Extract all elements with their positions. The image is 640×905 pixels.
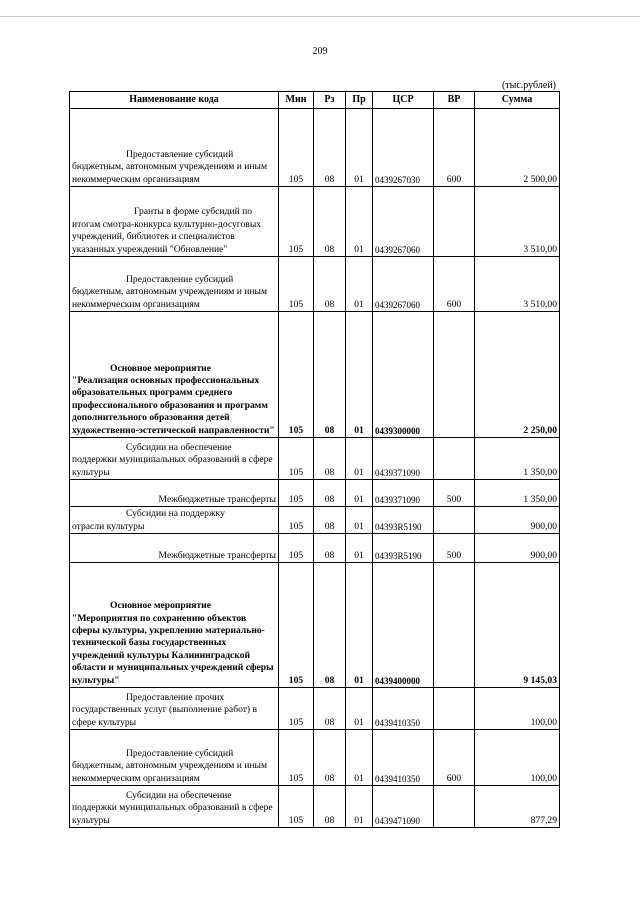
page-number: 209 [312, 46, 328, 57]
row-lead: Предоставление субсидий [126, 148, 234, 160]
header-min: Мин [279, 92, 314, 109]
row-csr: 0439400000 [373, 563, 434, 688]
row-rz: 08 [314, 312, 346, 438]
row-csr: 0439371090 [373, 438, 434, 480]
row-sum: 2 250,00 [475, 312, 560, 438]
row-rz: 08 [314, 480, 346, 507]
row-sum: 900,00 [475, 507, 560, 534]
table-row [70, 480, 560, 507]
row-vr [434, 563, 475, 688]
row-csr: 0439371090 [373, 480, 434, 507]
row-pr: 01 [346, 109, 373, 187]
row-text: бюджетным, автономным учреждениям и иным некоммерческим организациям [72, 286, 268, 310]
row-min: 105 [279, 688, 314, 730]
unit-label: (тыс.рублей) [501, 80, 556, 91]
row-name [70, 534, 279, 563]
row-lead: Основное мероприятие [110, 362, 211, 374]
row-vr: 500 [434, 480, 475, 507]
row-min: 105 [279, 438, 314, 480]
row-vr [434, 312, 475, 438]
row-sum: 100,00 [475, 688, 560, 730]
row-vr [434, 688, 475, 730]
row-text: поддержки муниципальных образований в сфере культуры [72, 454, 273, 478]
row-name [70, 563, 279, 688]
row-vr [434, 507, 475, 534]
row-vr [434, 187, 475, 257]
header-name: Наименование кода [70, 92, 279, 109]
row-text: поддержки муниципальных образований в сфере культуры [72, 802, 273, 826]
row-rz: 08 [314, 730, 346, 786]
row-csr: 0439471090 [373, 786, 434, 828]
table-row [70, 688, 560, 730]
row-text: государственных услуг (выполнение работ) в сфере культуры [72, 704, 258, 728]
table-row [70, 563, 560, 688]
row-lead: Гранты в форме субсидий по [134, 206, 253, 218]
table-row [70, 109, 560, 187]
row-sum: 877,29 [475, 786, 560, 828]
row-min: 105 [279, 187, 314, 257]
row-name [70, 109, 279, 187]
row-sum: 100,00 [475, 730, 560, 786]
table-row [70, 187, 560, 257]
row-rz: 08 [314, 563, 346, 688]
row-lead: Предоставление прочих [126, 691, 225, 703]
row-min: 105 [279, 507, 314, 534]
row-csr: 0439267030 [373, 109, 434, 187]
top-rule [0, 16, 640, 17]
row-pr: 01 [346, 187, 373, 257]
row-vr [434, 786, 475, 828]
row-csr: 0439410350 [373, 688, 434, 730]
row-text: отрасли культуры [72, 520, 145, 532]
row-text: "Мероприятия по сохранению объектов сферы культуры, укреплению материально-технической базы государственных учреждений культуры Калининградской области и муниципальных учреждений сферы культуры" [72, 612, 274, 686]
row-min: 105 [279, 730, 314, 786]
row-min: 105 [279, 786, 314, 828]
row-text: итогам смотра-конкурса культурно-досуговых учреждений, библиотек и специалистов указанных учреждений "Обновление" [72, 218, 262, 255]
row-pr: 01 [346, 438, 373, 480]
row-pr: 01 [346, 688, 373, 730]
row-name [70, 730, 279, 786]
row-csr: 0439300000 [373, 312, 434, 438]
row-pr: 01 [346, 534, 373, 563]
row-name [70, 187, 279, 257]
table-row [70, 730, 560, 786]
row-lead: Субсидии на обеспечение [126, 441, 232, 453]
row-vr: 600 [434, 730, 475, 786]
row-rz: 08 [314, 257, 346, 312]
row-rz: 08 [314, 534, 346, 563]
row-sum: 3 510,00 [475, 257, 560, 312]
row-lead: Предоставление субсидий [126, 273, 234, 285]
row-name [70, 480, 279, 507]
budget-table [69, 91, 560, 828]
header-sum: Сумма [475, 92, 560, 109]
row-csr: 0439267060 [373, 187, 434, 257]
header-vr: ВР [434, 92, 475, 109]
header-pr: Пр [346, 92, 373, 109]
row-rz: 08 [314, 507, 346, 534]
table-row [70, 507, 560, 534]
row-text: "Реализация основных профессиональных образовательных программ среднего профессионального образования и программ дополнительного образования детей художественно-эстетической направленности" [72, 374, 275, 436]
row-pr: 01 [346, 257, 373, 312]
row-sum: 1 350,00 [475, 480, 560, 507]
row-pr: 01 [346, 507, 373, 534]
row-vr [434, 438, 475, 480]
row-pr: 01 [346, 730, 373, 786]
row-min: 105 [279, 109, 314, 187]
header-csr: ЦСР [373, 92, 434, 109]
row-name [70, 786, 279, 828]
row-pr: 01 [346, 480, 373, 507]
row-rz: 08 [314, 438, 346, 480]
table-row [70, 312, 560, 438]
table-row [70, 786, 560, 828]
row-pr: 01 [346, 786, 373, 828]
row-min: 105 [279, 257, 314, 312]
row-csr: 0439410350 [373, 730, 434, 786]
row-vr: 600 [434, 257, 475, 312]
row-text: бюджетным, автономным учреждениям и иным некоммерческим организациям [72, 760, 268, 784]
row-csr: 0439267060 [373, 257, 434, 312]
row-min: 105 [279, 480, 314, 507]
row-sum: 3 510,00 [475, 187, 560, 257]
row-rz: 08 [314, 786, 346, 828]
row-vr: 600 [434, 109, 475, 187]
row-csr: 04393R5190 [373, 534, 434, 563]
row-csr: 04393R5190 [373, 507, 434, 534]
header-rz: Рз [314, 92, 346, 109]
row-min: 105 [279, 312, 314, 438]
row-name [70, 438, 279, 480]
row-min: 105 [279, 563, 314, 688]
row-rz: 08 [314, 187, 346, 257]
row-min: 105 [279, 534, 314, 563]
row-sum: 2 500,00 [475, 109, 560, 187]
row-sum: 900,00 [475, 534, 560, 563]
row-lead: Субсидии на поддержку [126, 508, 225, 520]
table-row [70, 257, 560, 312]
row-lead: Субсидии на обеспечение [126, 789, 232, 801]
row-sum: 9 145,03 [475, 563, 560, 688]
table-row [70, 438, 560, 480]
row-rz: 08 [314, 688, 346, 730]
row-name [70, 507, 279, 534]
row-text: Межбюджетные трансферты [158, 549, 276, 561]
row-lead: Основное мероприятие [110, 600, 211, 612]
row-sum: 1 350,00 [475, 438, 560, 480]
row-pr: 01 [346, 312, 373, 438]
row-text: Межбюджетные трансферты [158, 493, 276, 505]
row-name [70, 257, 279, 312]
row-lead: Предоставление субсидий [126, 747, 234, 759]
header-row [70, 92, 560, 109]
row-name [70, 312, 279, 438]
row-vr: 500 [434, 534, 475, 563]
row-rz: 08 [314, 109, 346, 187]
row-name [70, 688, 279, 730]
row-text: бюджетным, автономным учреждениям и иным некоммерческим организациям [72, 161, 268, 185]
row-pr: 01 [346, 563, 373, 688]
table-row [70, 534, 560, 563]
